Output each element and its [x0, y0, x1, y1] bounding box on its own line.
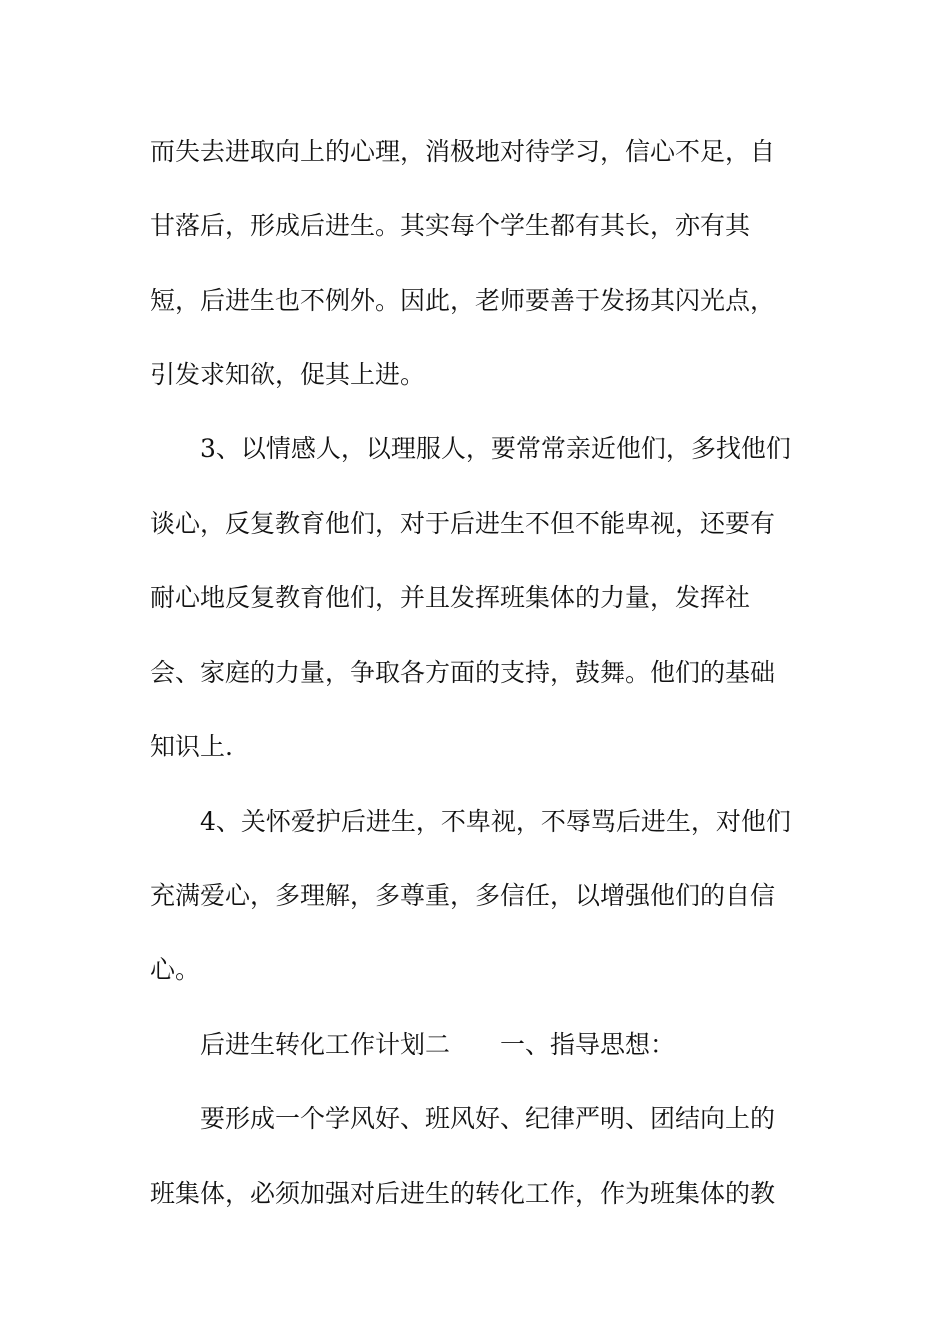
text-line: 要形成一个学风好、班风好、纪律严明、团结向上的 — [200, 1104, 776, 1133]
text-line: 引发求知欲，促其上进。 — [150, 360, 426, 389]
text-line: 充满爱心，多理解，多尊重，多信任，以增强他们的自信 — [150, 881, 776, 910]
text-line: 知识上. — [150, 732, 233, 761]
text-line: 3、以情感人，以理服人，要常常亲近他们，多找他们 — [200, 434, 791, 463]
text-line: 而失去进取向上的心理，消极地对待学习，信心不足，自 — [150, 137, 776, 166]
text-line: 4、关怀爱护后进生，不卑视，不辱骂后进生，对他们 — [200, 807, 791, 836]
text-line: 班集体，必须加强对后进生的转化工作，作为班集体的教 — [150, 1179, 776, 1208]
text-line: 会、家庭的力量，争取各方面的支持，鼓舞。他们的基础 — [150, 658, 776, 687]
text-line: 甘落后，形成后进生。其实每个学生都有其长，亦有其 — [150, 211, 751, 240]
section-heading: 后进生转化工作计划二 一、指导思想： — [200, 1030, 676, 1059]
text-line: 谈心，反复教育他们，对于后进生不但不能卑视，还要有 — [150, 509, 776, 538]
text-line: 短，后进生也不例外。因此，老师要善于发扬其闪光点， — [150, 286, 776, 315]
text-line: 耐心地反复教育他们，并且发挥班集体的力量，发挥社 — [150, 583, 751, 612]
text-line: 心。 — [150, 955, 201, 984]
